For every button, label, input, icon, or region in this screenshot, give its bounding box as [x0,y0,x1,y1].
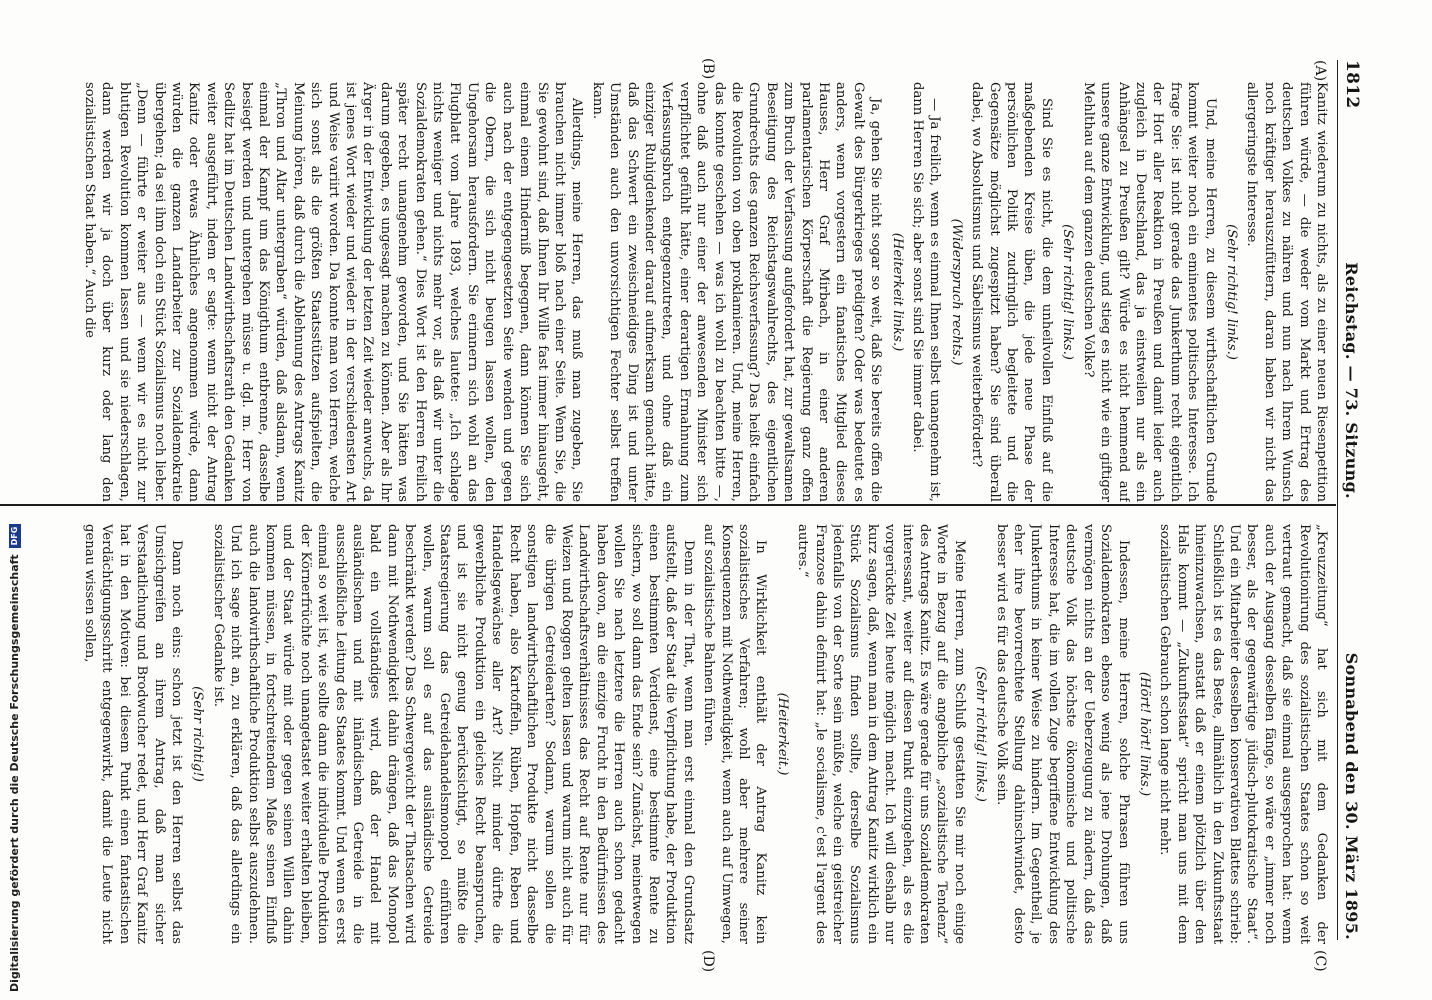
paragraph: „Kreuzzeitung“ hat sich mit dem Gedanken der Revolutionirung des sozialistischen Staates schon so weit vertraut gemacht, daß sie einmal ausgesprochen hat: wenn auch der Ausgang desselben fänge, so wäre er „immer noch besser, als der gegenwärtige jüdisch-plutokratische Staat“. Und ein Mitarbeiter desselben konservativen Blattes schrieb: Schließlich ist es das Beste, allmählich in den Zukunftsstaat hineinzuwachsen, anstatt daß er einem plötzlich über den Hals kommt — „Zukunftsstaat“ spricht man uns mit dem sozialistischen Gebrauch schon lange nicht mehr. [1157,524,1329,944]
paragraph: In Wirklichkeit enthält der Antrag Kanitz kein sozialistisches Verfahren; wohl aber mehrere seiner Konsequenzen mit Nothwendigkeit, wenn auch auf Umwegen, auf sozialistische Bahnen führen. [701,524,769,944]
interjection: (Sehr richtig! links.) [973,666,989,802]
margin-mark-a: (A) [1312,60,1328,82]
digitization-credit [8,524,21,992]
session-date: Sonnabend den 30. März 1895. [1342,652,1361,940]
paragraph: Und, meine Herren, zu diesem wirthschaftlichen Grunde kommt weiter noch ein eminentes politisches Interesse. Ich frage Sie: ist nicht gerade das Junkerthum recht eigentlich der Hort aller Reaktion in Preußen und damit leider auch zugleich in Deutschland, das ja einstweilen nur als ein Anhängsel zu Preußen gilt? Würde es nicht hemmend auf unsere ganze Entwicklung, und stieg es nicht wie ein giftiger Mehlthau auf dem ganzen deutschen Volke? [1080,82,1218,502]
paragraph: Dann noch eins: schon jetzt ist den Herren selbst das Umsichgreifen an ihrem Antrag, daß man sicher Verstaatlichung und Brodwucher redet, und Herr Graf Kanitz hat in den Motiven: bei diesem Punkt einen fantastischen Verdächtigungsschritt entgegenwirkt, damit die Leute nicht genau wissen sollen, [81,524,184,944]
paragraph: Kanitz wiederum zu nichts, als zu einer neuen Riesenpetition führen würde, — die weder vom Markt und Ertrag des deutschen Volkes zu nähren und nun nach Ihrem Wunsch noch kräftiger herauszufüttern, daran haben wir nicht das allergeringste Interesse. [1244,82,1329,502]
margin-mark-d: (D) [700,950,716,973]
interjection: (Sehr richtig!) [190,686,206,782]
page-header [1342,60,1372,940]
interjection: (Heiterkeit.) [774,692,790,776]
interjection: (Widerspruch rechts.) [948,218,964,366]
paragraph: Meine Herren, zum Schluß gestatten Sie mir noch einige Worte in Bezug auf die angebliche „sozialistische Tendenz“ des Antrags Kanitz. Es wäre gerade für uns Sozialdemokraten interessant, weiter auf diesen Punkt einzugehen, als es die vorgerückte Zeit heute möglich macht. Ich will deshalb nur kurz sagen, daß, wenn man in dem Antrag Kanitz wirklich ein Stück Sozialismus finden sollte, derselbe Sozialismus jedenfalls von der Sorte sein müßte, welche ein geistreicher Franzose dahin definirt hat: „le socialisme, c'est l'argent des autres.“ [795,524,967,944]
page-number: 1812 [1342,60,1362,109]
left-column [20,82,1330,502]
interjection: (Heiterkeit links.) [889,232,905,352]
paragraph: Ja, gehen Sie nicht sogar so weit, daß Sie bereits offen die Gewalt des Bürgerkrieges predigten? Oder was bedeutet es anders, wenn vorgestern ein fanatisches Mitglied dieses Hauses, Herr Graf Mirbach, in einer anderen parlamentarischen Körperschaft die Regierung ganz offen zum Bruch der Verfassung aufgefordert hat, zur gewaltsamen Beseitigung des Reichstagswahlrechts, des eigentlichen Grundrechts des ganzen Reichsverfassung? Das heißt einfach die Revolution von oben proklamieren. Und, meine Herren, das konnte geschehen — was ich wohl zu beachten bitte —, ohne daß auch nur einer der anwesenden Minister sich verpflichtet gefühlt hätte, einer derartigen Ermahnung zum Verfassungsbruch entgegenzutreten, und ohne daß ein einziger Ruhigdenkender darauf aufmerksam gemacht hätte, daß das Schwert ein zweischneidiges Ding ist und unter Umständen auch den unvorsichtigen Fechter selbst treffen kann. [589,82,884,502]
column-divider [0,504,1336,506]
paragraph: Sind Sie es nicht, die dem unheilvollen Einfluß auf die maßgebenden Kreise üben, die jede neue Phase der persönlichen Politik zudringlich begleitete und die Gegensätze möglichst zugespitzt haben? Sie sind überall dabei, wo Absolutismus und Säbelismus weiterbefördert? [969,82,1054,502]
session-title: Reichstag. — 73. Sitzung. [1342,262,1361,499]
dfg-logo-icon: DFG [9,524,21,549]
interjection: (Sehr richtig! links.) [1223,224,1239,360]
margin-mark-b: (B) [700,58,716,80]
credit-text: Digitalisierung gefördert durch die Deutsche Forschungsgemeinschaft [8,554,21,992]
header-rule [1337,60,1338,940]
interjection: (Hört! hört! links.) [1136,671,1152,797]
paragraph: Indessen, meine Herren, solche Phrasen führen uns Sozialdemokraten ebenso wenig als jene Drohungen, daß vermögen nichts an der Ueberzeugung zu ändern, daß das deutsche Volk das höchste ökonomische und politische Interesse hat, die im vollen Zuge begriffene Entwicklung des Junkerthums in keiner Weise zu hindern. Im Gegentheil, je eher ihre bevorrechtete Stellung dahinschwindet, desto besser wird es für das deutsche Volk sein. [993,524,1131,944]
paragraph: Denn in der That, wenn man erst einmal den Grundsatz aufstellt, daß der Staat die Verpflichtung habe, der Produktion einen bestimmten Verdienst, eine bestimmte Rente zu sichern, wo soll dann das Ende sein? Zunächst, meinetwegen wollen Sie nach letztere die Herren auch schon gedacht haben davon, an die einzige Frucht in den Bedürfnissen des Landwirthschaftsverhältnisses das Recht auf Rente nur für Weizen und Roggen gelten lassen und warum nicht auch für die übrigen Getreidearten? Sodann, warum sollen die sonstigen landwirthschaftlichen Produkte nicht dasselbe Recht haben, also Kartoffeln, Rüben, Hopfen, Reben und Handelsgewächse aller Art? Nicht minder dürfte die gewerbliche Produktion ein gleiches Recht beanspruchen, und ist sie nicht genug berücksichtigt, so müßte die Staatsregierung das Getreidehandelsmonopol einführen wollen, warum soll es auf das ausländische Getreide beschränkt werden? Das Schwergewicht der Thatsachen wird dann mit Nothwendigkeit dahin drängen, daß das Monopol bald ein vollständiges wird, daß der Handel mit ausländischem und mit inländischem Getreide in die ausschließliche Leitung des Staates kommt. Und wenn es erst einmal so weit ist, wie sollte dann die individuelle Produktion der Körnerfrüchte noch unangetastet weiter erhalten bleiben, und der Staat würde mit oder gegen seinen Willen dahin kommen müssen, in fortschreitendem Maße seinen Einfluß auch die landwirthschaftliche Produktion selbst auszudehnen. Und ich sage nicht an, zu erklären, daß das allerdings ein sozialistischer Gedanke ist. [210,524,696,944]
interjection: (Sehr richtig! links.) [1060,224,1076,360]
paragraph: — Ja freilich, wenn es einmal Ihnen selbst unangenehm ist, dann Herren Sie sich; aber sonst sind Sie immer dabei. [910,82,943,502]
margin-mark-c: (C) [1312,950,1328,972]
right-column [20,524,1330,944]
paragraph: Allerdings, meine Herren, das muß man zugeben, Sie brauchen nicht immer bloß nach einer Seite. Wenn Sie, die Sie gewohnt sind, daß Ihnen Ihr Wille fast immer hinausgeht, einmal einem Hinderniß begegnen, dann können Sie sich auch nach der entgegengesetzten Seite wenden und gegen die Obern, die sich nicht beugen lassen wollen, den Ungehorsam herausfordern. Sie erinnern sich wohl an das Flugblatt vom Jahre 1893, welches lautete: „Ich schlage nichts weniger und nichts mehr vor, als daß wir unter die Sozialdemokraten gehen.“ Dies Wort ist den Herren freilich später recht unangenehm geworden, und Sie hätten was darum gegeben, es ungesagt machen zu können. Aber als Ihr Ärger in der Entwicklung der letzten Zeit wieder anwuchs, da ist jenes Wort wieder und wieder in der verschiedensten Art und Weise variirt worden. Da konnte man von Herren, welche sich sonst als die größten Staatsstützen aufspielten, die Meinung hören, daß durch die Ablehnung des Antrags Kanitz „Thron und Altar untergraben“ würden, daß alsdann, wenn einmal der Kampf um das Königthum entbrenne, dasselbe besiegt werden und untergehen müsse u. dgl. m. Herr von Sedlitz hat im Deutschen Landwirthschaftsrath den Gedanken weiter ausgeführt, indem er sagte: wenn nicht der Antrag Kanitz oder etwas Ähnliches angenommen würde, dann würden die ganzen Landarbeiter zur Sozialdemokratie übergehen; da sei ihm doch ein Stück Sozialismus noch lieber. „Denn — führte er weiter aus — wenn wir es nicht zur blutigen Revolution kommen lassen und sie niederschlagen, dann werden wir ja doch über kurz oder lang den sozialistischen Staat haben.“ Auch die [81,82,585,502]
